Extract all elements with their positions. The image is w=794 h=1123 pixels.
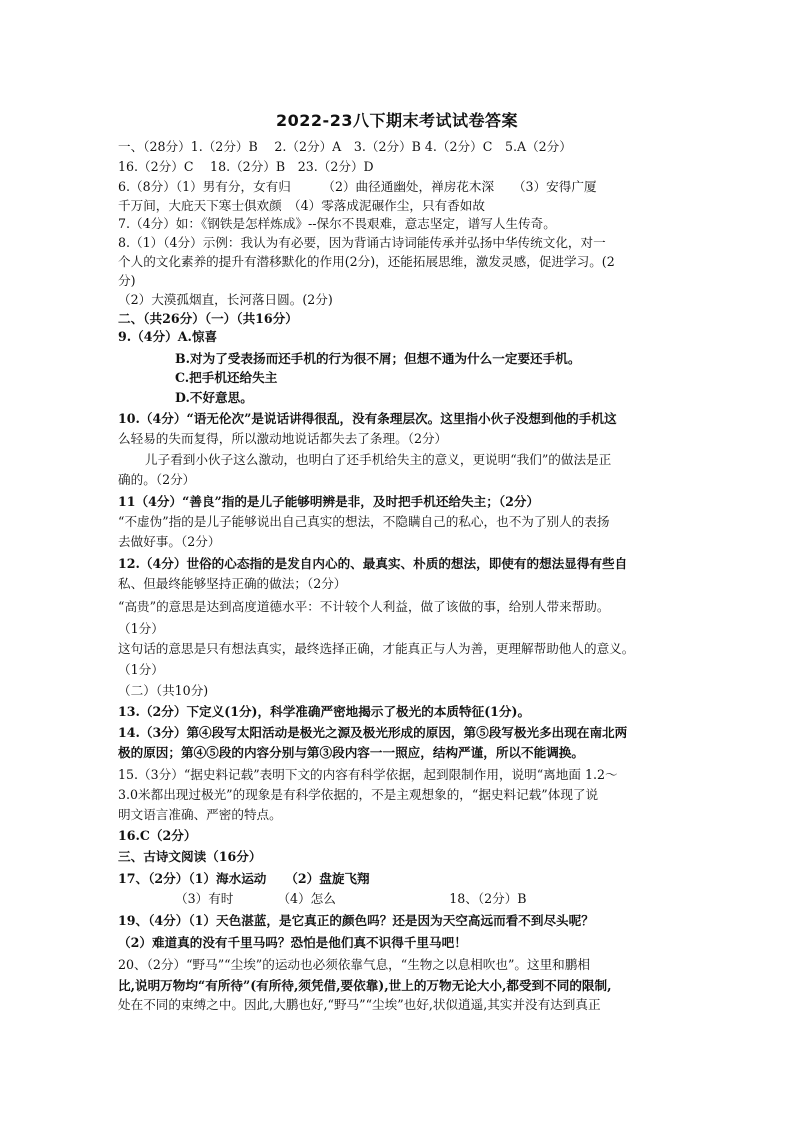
answer-line: （二）（共10分) — [118, 683, 209, 698]
answer-line: 处在不同的束缚之中。因此,大鹏也好,“野马”“尘埃”也好,状似逍遥,其实并没有达到真正 — [118, 997, 601, 1012]
answer-line: 确的。（2分） — [118, 472, 196, 487]
answer-line: 儿子看到小伙子这么激动，也明白了还手机给失主的意义，更说明“我们”的做法是正 — [145, 452, 612, 467]
answer-line: 3.0米都出现过极光”的现象是有科学依据的，不是主观想象的，“据史料记载”体现了说 — [118, 787, 599, 802]
answer-line: D.不好意思。 — [175, 390, 253, 405]
answer-line: （3）有时 （4）怎么 18、（2分）B — [175, 891, 527, 906]
answer-line: （1分） — [118, 621, 164, 636]
answer-line: 明文语言准确、严密的特点。 — [118, 807, 282, 822]
answer-line: 私、但最终能够坚持正确的做法；（2分） — [118, 576, 347, 591]
answer-line: 10.（4分）“语无伦次”是说话讲得很乱，没有条理层次。这里指小伙子没想到他的手机这 — [118, 411, 617, 426]
answer-line: “不虚伪”指的是儿子能够说出自己真实的想法，不隐瞒自己的私心，也不为了别人的表扬 — [118, 514, 610, 529]
answer-line: C.把手机还给失主 — [175, 370, 278, 385]
answer-line: “高贵”的意思是达到高度道德水平：不计较个人利益，做了该做的事，给别人带来帮助。 — [118, 599, 610, 614]
answer-line: 20、（2分）“野马”“尘埃”的运动也必须依靠气息，“生物之以息相吹也”。这里和鹏相 — [118, 957, 590, 972]
answer-line: 16.（2分）C 18.（2分）B 23.（2分）D — [118, 159, 374, 174]
answer-line: 17、（2分）（1）海水运动 （2）盘旋飞翔 — [118, 871, 370, 886]
answer-line: 14.（3分）第④段写太阳活动是极光之源及极光形成的原因，第⑤段写极光多出现在南北两 — [118, 725, 628, 740]
answer-line: 16.C（2分） — [118, 828, 197, 843]
answer-line: 7.（4分）如：《钢铁是怎样炼成》--保尔不畏艰难，意志坚定，谱写人生传奇。 — [118, 216, 556, 231]
answer-line: 比,说明万物均“有所待”(有所待,须凭借,要依靠),世上的万物无论大小,都受到不同的限制, — [118, 978, 612, 993]
answer-line: 分) — [118, 273, 136, 288]
answer-line: 极的原因；第④⑤段的内容分别与第③段内容一一照应，结构严谨，所以不能调换。 — [118, 745, 584, 760]
answer-line: B.对为了受表扬而还手机的行为很不屑；但想不通为什么一定要还手机。 — [175, 351, 581, 366]
answer-line: 9.（4分）A.惊喜 — [118, 329, 218, 344]
answer-line: 千万间，大庇天下寒士俱欢颜 （4）零落成泥碾作尘，只有香如故 — [118, 198, 485, 213]
answer-line: 这句话的意思是只有想法真实，最终选择正确，才能真正与人为善，更理解帮助他人的意义。 — [118, 641, 635, 656]
answer-line: 11（4分）“善良”指的是儿子能够明辨是非，及时把手机还给失主；（2分） — [118, 494, 540, 509]
answer-line: （2）难道真的没有千里马吗？恐怕是他们真不识得千里马吧！ — [118, 935, 467, 950]
answer-line: （2）大漠孤烟直，长河落日圆。(2分) — [118, 292, 333, 307]
answer-line: 12.（4分）世俗的心态指的是发自内心的、最真实、朴质的想法，即使有的想法显得有些自 — [118, 556, 628, 571]
page-title: 2022-23八下期末考试试卷答案 — [276, 111, 518, 130]
answer-line: 15.（3分）“据史料记载”表明下文的内容有科学依据，起到限制作用，说明“离地面 1.2～ — [118, 767, 618, 782]
answer-line: 二、（共26分）（一）（共16分） — [118, 311, 298, 326]
answer-line: 8.（1）（4分）示例：我认为有必要，因为背诵古诗词能传承并弘扬中华传统文化，对一 — [118, 235, 606, 250]
answer-line: 6.（8分）（1）男有分，女有归 （2）曲径通幽处，禅房花木深 （3）安得广厦 — [118, 179, 597, 194]
answer-line: 13.（2分）下定义(1分)，科学准确严密地揭示了极光的本质特征(1分)。 — [118, 704, 531, 719]
answer-line: 19、（4分）（1）天色湛蓝，是它真正的颜色吗？还是因为天空高远而看不到尽头呢？ — [118, 913, 594, 928]
answer-line: 个人的文化素养的提升有潜移默化的作用(2分)，还能拓展思维，激发灵感，促进学习。(2 — [118, 254, 615, 269]
answer-line: 一、（28分）1.（2分）B 2.（2分）A 3.（2分）B 4.（2分）C 5.A（2分） — [118, 139, 572, 154]
answer-line: （1分） — [118, 662, 164, 677]
answer-line: 么轻易的失而复得，所以激动地说话都失去了条理。（2分） — [118, 431, 448, 446]
answer-line: 去做好事。（2分） — [118, 534, 221, 549]
answer-line: 三、古诗文阅读（16分） — [118, 849, 262, 864]
